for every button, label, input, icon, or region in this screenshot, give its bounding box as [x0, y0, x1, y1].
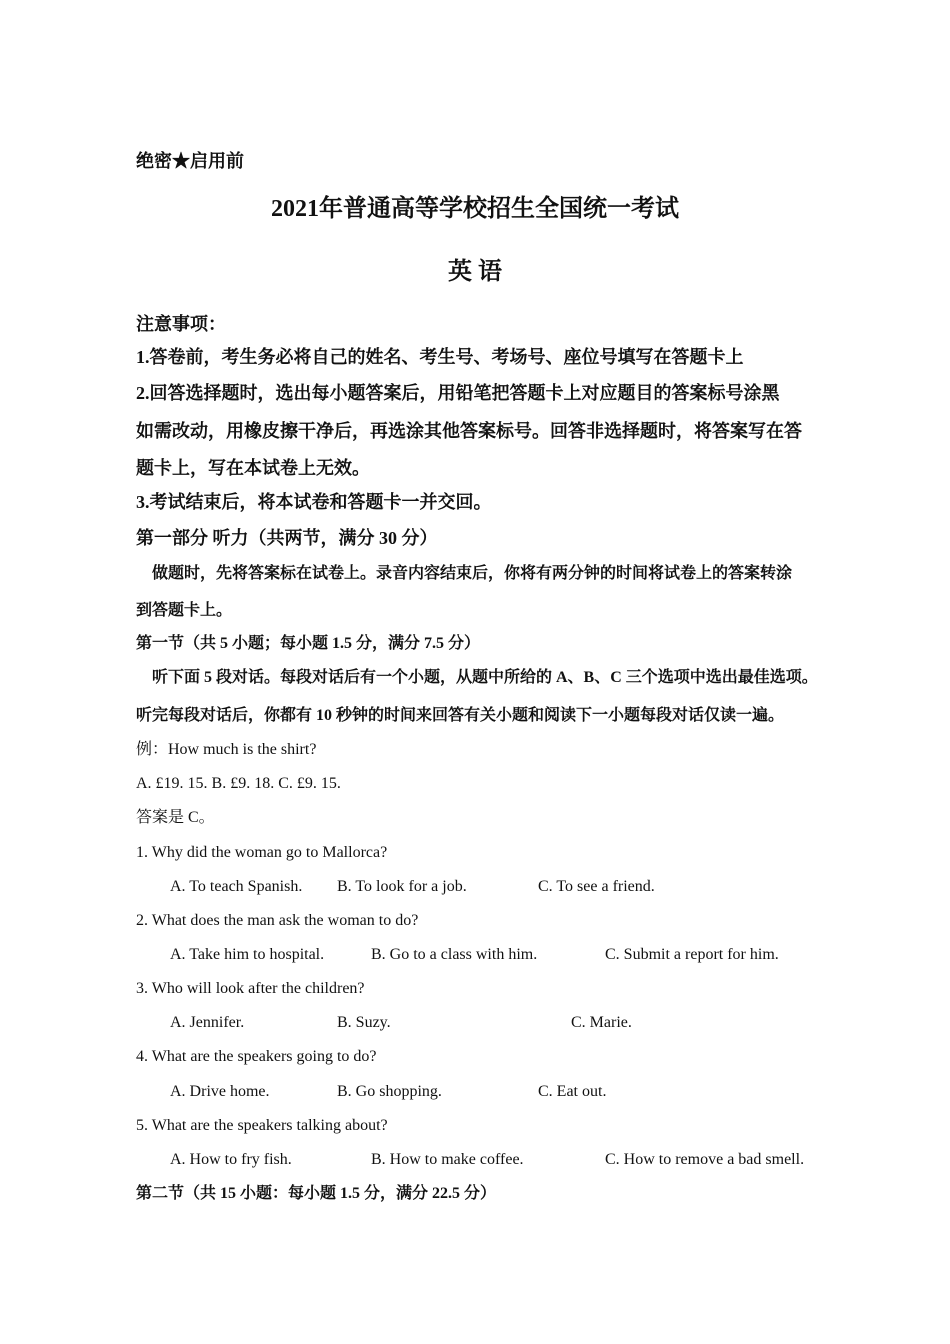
secret-label: 绝密★启用前 [136, 151, 244, 171]
question-1: 1. Why did the woman go to Mallorca? [136, 844, 388, 861]
section2-heading: 第二节（共 15 小题：每小题 1.5 分，满分 22.5 分） [136, 1185, 497, 1202]
section1-instruction-line-1: 听下面 5 段对话。每段对话后有一个小题，从题中所给的 A、B、C 三个选项中选出最佳选项。 [152, 669, 818, 686]
note-item-1: 1.答卷前，考生务必将自己的姓名、考生号、考场号、座位号填写在答题卡上 [136, 347, 744, 367]
example-answer: 答案是 C。 [136, 809, 215, 826]
question-2-option-a: A. Take him to hospital. [170, 946, 325, 963]
question-4-option-b: B. Go shopping. [337, 1083, 442, 1100]
example-question: 例：How much is the shirt? [136, 741, 317, 758]
exam-title: 2021年普通高等学校招生全国统一考试 [271, 196, 679, 222]
note-item-2-line-3: 题卡上，写在本试卷上无效。 [136, 458, 370, 478]
question-1-option-b: B. To look for a job. [337, 878, 467, 895]
question-3: 3. Who will look after the children? [136, 980, 365, 997]
question-5-option-a: A. How to fry fish. [170, 1151, 292, 1168]
section1-heading: 第一节（共 5 小题；每小题 1.5 分，满分 7.5 分） [136, 635, 481, 652]
question-5-option-b: B. How to make coffee. [371, 1151, 524, 1168]
question-1-option-c: C. To see a friend. [538, 878, 655, 895]
question-1-option-a: A. To teach Spanish. [170, 878, 303, 895]
question-2-option-b: B. Go to a class with him. [371, 946, 538, 963]
question-3-option-b: B. Suzy. [337, 1014, 391, 1031]
part1-heading: 第一部分 听力（共两节，满分 30 分） [136, 528, 438, 548]
notes-heading: 注意事项： [136, 314, 226, 334]
question-4: 4. What are the speakers going to do? [136, 1048, 377, 1065]
question-5: 5. What are the speakers talking about? [136, 1117, 388, 1134]
question-2-option-c: C. Submit a report for him. [605, 946, 779, 963]
question-4-option-a: A. Drive home. [170, 1083, 270, 1100]
part1-instruction-line-1: 做题时，先将答案标在试卷上。录音内容结束后，你将有两分钟的时间将试卷上的答案转涂 [152, 565, 793, 582]
question-5-option-c: C. How to remove a bad smell. [605, 1151, 805, 1168]
note-item-3: 3.考试结束后，将本试卷和答题卡一并交回。 [136, 492, 492, 512]
note-item-2-line-1: 2.回答选择题时，选出每小题答案后，用铅笔把答题卡上对应题目的答案标号涂黑 [136, 383, 780, 403]
question-3-option-a: A. Jennifer. [170, 1014, 245, 1031]
example-options: A. £19. 15. B. £9. 18. C. £9. 15. [136, 775, 341, 792]
question-4-option-c: C. Eat out. [538, 1083, 607, 1100]
subject-title: 英 语 [448, 259, 502, 285]
section1-instruction-line-2: 听完每段对话后，你都有 10 秒钟的时间来回答有关小题和阅读下一小题每段对话仅读一遍。 [136, 707, 785, 724]
note-item-2-line-2: 如需改动，用橡皮擦干净后，再选涂其他答案标号。回答非选择题时，将答案写在答 [136, 421, 802, 441]
question-2: 2. What does the man ask the woman to do? [136, 912, 419, 929]
question-3-option-c: C. Marie. [571, 1014, 632, 1031]
part1-instruction-line-2: 到答题卡上。 [136, 602, 233, 619]
